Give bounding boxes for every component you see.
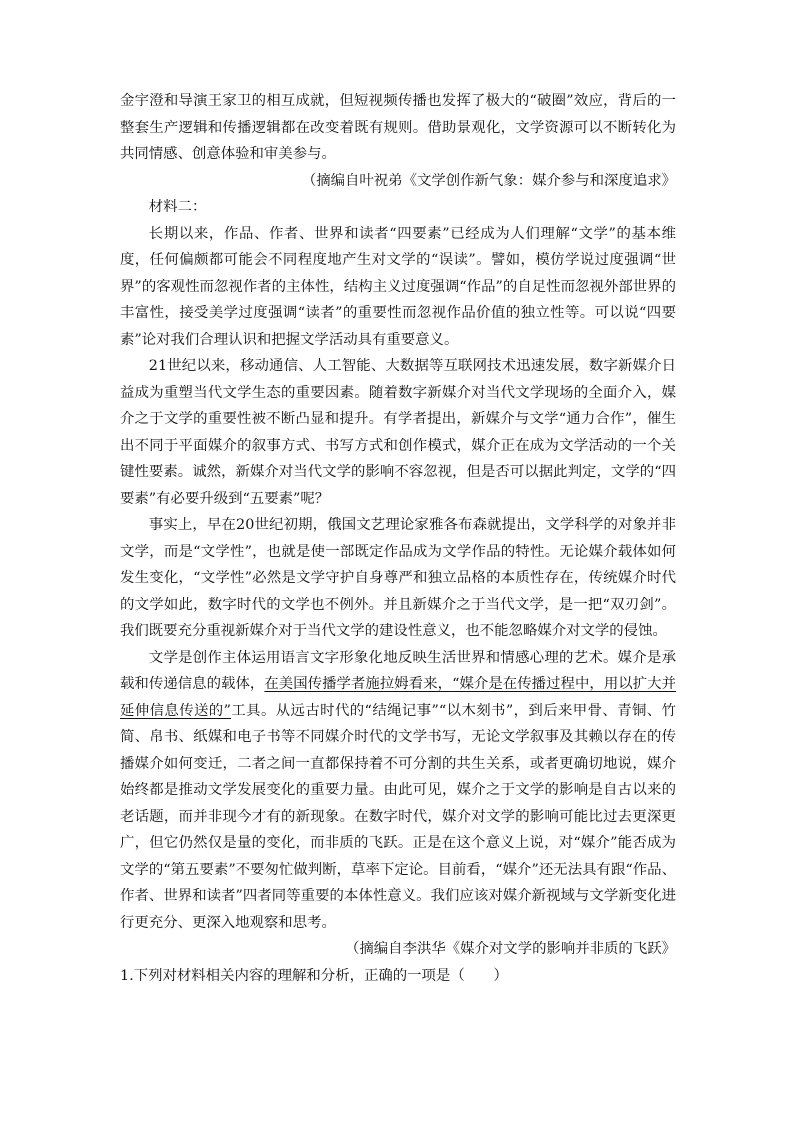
- material2-paragraph-1: 长期以来，作品、作者、世界和读者“四要素”已经成为人们理解“文学”的基本维度，任何偏颇都可能会不同程度地产生对文学的“误读”。譬如，模仿学说过度强调“世界”的客观性而忽视作者的主体性，结构主义过度强调“作品”的自足性而忽视外部世界的丰富性，接受美学过度强调“读者”的重要性而忽视作品价值的独立性等。可以说“四要素”论对我们合理认识和把握文学活动具有重要意义。: [120, 225, 676, 348]
- material2-paragraph-3: 事实上，早在20世纪初期，俄国文艺理论家雅各布森就提出，文学科学的对象并非文学，而是“文学性”，也就是使一部既定作品成为文学作品的特性。无论媒介载体如何发生变化，“文学性”必然是文学守护自身尊严和独立品格的本质性存在，传统媒介时代的文学如此，数字时代的文学也不例外。并且新媒介之于当代文学，是一把“双刃剑”。我们既要充分重视新媒介对于当代文学的建设性意义，也不能忽略媒介对文学的侵蚀。: [120, 517, 676, 639]
- material2-paragraph-2: 21世纪以来，移动通信、人工智能、大数据等互联网技术迅速发展，数字新媒介日益成为重塑当代文学生态的重要因素。随着数字新媒介对当代文学现场的全面介入，媒介之于文学的重要性被不断凸显和提升。有学者提出，新媒介与文学“通力合作”，催生出不同于平面媒介的叙事方式、书写方式和创作模式，媒介正在成为文学活动的一个关键性要素。诚然，新媒介对当代文学的影响不容忽视，但是否可以据此判定，文学的“四要素”有必要升级到“五要素”呢？: [120, 358, 676, 507]
- material1-source: （摘编自叶祝弟《文学创作新气象：媒介参与和深度追求》: [301, 172, 676, 189]
- paragraph-4-text-a: 文学是创作主体运用语言文字形象化地反映生活世界和情感心理的艺术。媒介是承载和传递信息的载体，: [120, 649, 676, 692]
- material2-source: （摘编自李洪华《媒介对文学的影响并非质的飞跃》: [345, 941, 676, 957]
- material2-paragraph-4: [120, 645, 676, 937]
- material1-tail-paragraph: 金宇澄和导演王家卫的相互成就，但短视频传播也发挥了极大的“破圈”效应，背后的一整套生产逻辑和传播逻辑都在改变着既有规则。借助景观化，文学资源可以不断转化为共同情感、创意体验和审美参与。: [120, 93, 676, 162]
- material2-label: 材料二：: [148, 199, 207, 215]
- paragraph-4-text-b: 工具。从远古时代的“结绳记事”“以木刻书”，到后来甲骨、青铜、竹简、帛书、纸媒和电子书等不同媒介时代的文学书写，无论文学叙事及其赖以存在的传播媒介如何变迁，二者之间一直都保持着不可分割的共生关系，或者更确切地说，媒介始终都是推动文学发展变化的重要力量。由此可见，媒介之于文学的影响是自古以来的老话题，而并非现今才有的新现象。在数字时代，媒介对文学的影响可能比过去更深更广，但它仍然仅是量的变化，而非质的飞跃。正是在这个意义上说，对“媒介”能否成为文学的“第五要素”不要匆忙做判断，草率下定论。目前看，“媒介”还无法具有跟“作品、作者、世界和读者”四者同等重要的本体性意义。我们应该对媒介新视域与文学新变化进行更充分、更深入地观察和思考。: [120, 702, 676, 931]
- underlined-phrase-1: 在美国传播学者施拉姆看来，: [264, 676, 453, 692]
- question-1: 1.下列对材料相关内容的理解和分析，正确的一项是（ ）: [120, 967, 508, 984]
- underlined-phrase-2: “媒介是在传播过程中，用以扩大并延伸信息传送的”: [120, 676, 676, 719]
- document-page: [120, 88, 676, 989]
